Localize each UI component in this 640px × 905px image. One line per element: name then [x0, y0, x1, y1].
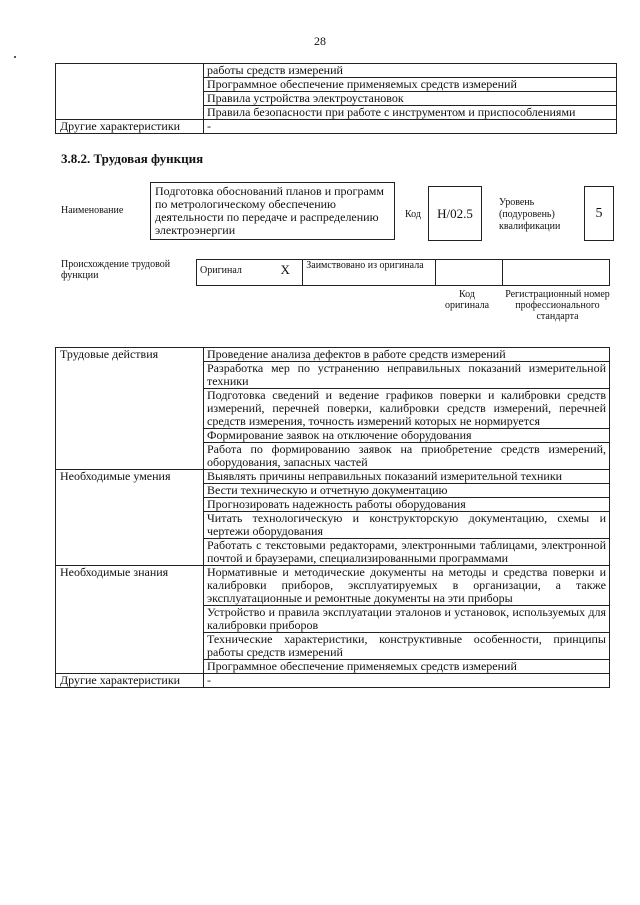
group-item: Выявлять причины неправильных показаний измерительной техники	[204, 470, 610, 484]
group-item: Устройство и правила эксплуатации эталонов и установок, используемых для калибровки приборов	[204, 606, 610, 633]
function-details-table	[55, 347, 610, 688]
function-name-box: Подготовка обоснований планов и программ по метрологическому обеспечению деятельности по передаче и распределению электроэнергии	[150, 182, 395, 240]
group-item: Формирование заявок на отключение оборудования	[204, 429, 610, 443]
row-label	[56, 78, 204, 92]
group-item: Проведение анализа дефектов в работе средств измерений	[204, 348, 610, 362]
group-item: Вести техническую и отчетную документацию	[204, 484, 610, 498]
code-original-cell	[435, 260, 502, 286]
origin-label: Происхождение трудовой функции	[61, 259, 171, 281]
group-label: Необходимые умения	[56, 470, 204, 566]
group-label: Трудовые действия	[56, 348, 204, 470]
row-value: Правила устройства электроустановок	[204, 92, 617, 106]
name-label: Наименование	[61, 205, 124, 216]
row-label	[56, 64, 204, 78]
table-row	[56, 64, 617, 78]
row-value: Правила безопасности при работе с инструментом и приспособлениями	[204, 106, 617, 120]
borrowed-label: Заимствовано из оригинала	[303, 260, 435, 286]
row-label: Другие характеристики	[56, 120, 204, 134]
group-item: Нормативные и методические документы на методы и средства поверки и калибровки приборов, эксплуатируемых в организации, а также эксплуатационные и ремонтные документы на эти приборы	[204, 566, 610, 606]
group-item: Разработка мер по устранению неправильных показаний измерительной техники	[204, 362, 610, 389]
table-row	[56, 348, 610, 362]
group-item: Читать технологическую и конструкторскую документацию, схемы и чертежи оборудования	[204, 512, 610, 539]
page-number: 28	[314, 34, 326, 48]
level-value-box: 5	[584, 186, 614, 241]
table-row	[56, 566, 610, 606]
table-row	[56, 78, 617, 92]
code-value-box: H/02.5	[428, 186, 482, 241]
reg-number-cell	[502, 260, 609, 286]
original-label: Оригинал	[197, 260, 269, 286]
row-value: Программное обеспечение применяемых средств измерений	[204, 78, 617, 92]
group-item: Прогнозировать надежность работы оборудования	[204, 498, 610, 512]
reg-number-caption: Регистрационный номер профессионального стандарта	[505, 289, 610, 322]
scan-speck	[14, 56, 16, 58]
group-item: Программное обеспечение применяемых средств измерений	[204, 660, 610, 674]
row-value: работы средств измерений	[204, 64, 617, 78]
section-title: 3.8.2. Трудовая функция	[61, 151, 204, 166]
table-row	[56, 106, 617, 120]
group-label: Необходимые знания	[56, 566, 204, 674]
table-row	[56, 674, 610, 688]
code-original-caption: Код оригинала	[444, 289, 490, 311]
code-label: Код	[405, 209, 421, 220]
table-row	[56, 92, 617, 106]
table-row	[56, 120, 617, 134]
row-label	[56, 92, 204, 106]
group-item: -	[204, 674, 610, 688]
level-label: Уровень (подуровень) квалификации	[499, 197, 561, 232]
group-item: Подготовка сведений и ведение графиков поверки и калибровки средств измерений, перечней поверки, калибровки средств измерений, перечней средств измерения, точность измерений которых не нормируется	[204, 389, 610, 429]
group-item: Работать с текстовыми редакторами, электронными таблицами, электронной почтой и браузерами, специализированными программами	[204, 539, 610, 566]
origin-table	[196, 259, 610, 286]
group-label: Другие характеристики	[56, 674, 204, 688]
row-label	[56, 106, 204, 120]
table-row	[56, 470, 610, 484]
group-item: Технические характеристики, конструктивные особенности, принципы работы средств измерений	[204, 633, 610, 660]
original-mark: X	[268, 260, 303, 286]
row-value: -	[204, 120, 617, 134]
group-item: Работа по формированию заявок на приобретение средств измерений, оборудования, запасных частей	[204, 443, 610, 470]
top-continuation-table	[55, 63, 617, 134]
